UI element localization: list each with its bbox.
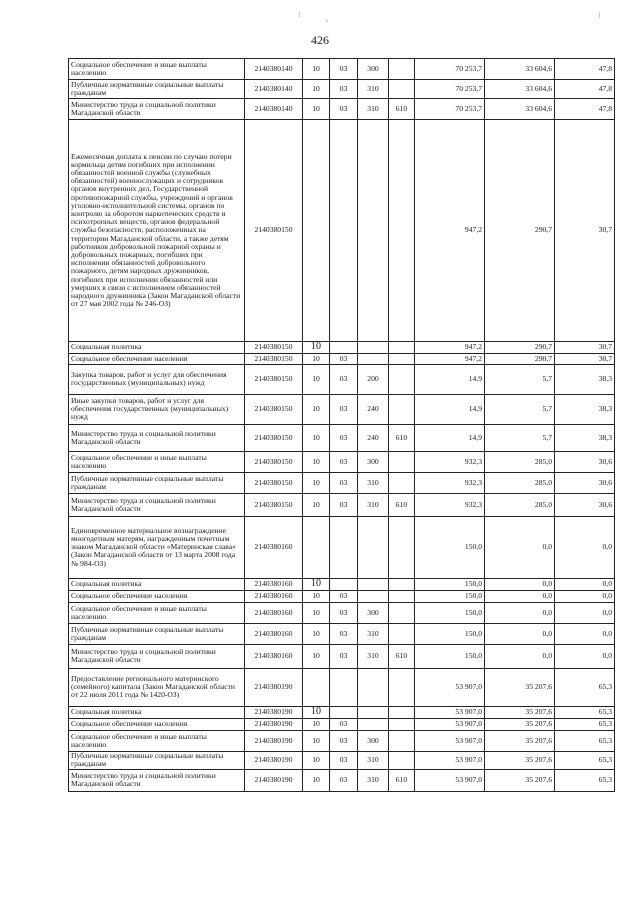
administrator-code-cell [389,364,415,394]
executed-amount-cell: 285,0 [485,472,555,493]
expense-type-code-cell [358,590,389,602]
page-number: 426 [311,33,329,47]
executed-amount-cell: 285,0 [485,493,555,516]
executed-amount-cell: 0,0 [485,578,555,590]
subsection-code-cell [330,516,358,578]
administrator-code-cell [389,668,415,706]
subsection-code-cell: 03 [330,394,358,424]
execution-percent-cell: 65,3 [555,718,615,730]
executed-amount-cell: 0,0 [485,623,555,644]
target-article-code-cell: 2140380160 [245,590,303,602]
table-row [69,99,615,120]
table-row [69,80,615,99]
section-code-cell: 10 [303,59,330,80]
expense-type-code-cell: 310 [358,644,389,668]
expense-type-code-cell [358,668,389,706]
executed-amount-cell: 35 207,6 [485,706,555,718]
executed-amount-cell: 35 207,6 [485,730,555,751]
planned-amount-cell: 150,0 [415,516,485,578]
execution-percent-cell: 30,6 [555,493,615,516]
section-code-cell: 10 [303,364,330,394]
planned-amount-cell: 53 907,0 [415,769,485,791]
target-article-code-cell: 2140380140 [245,80,303,99]
row-name-cell: Публичные нормативные социальные выплаты гражданам [69,623,245,644]
table-row [69,364,615,394]
planned-amount-cell: 932,3 [415,472,485,493]
expense-type-code-cell [358,718,389,730]
subsection-code-cell [330,706,358,718]
target-article-code-cell: 2140380190 [245,751,303,769]
target-article-code-cell: 2140380150 [245,353,303,364]
subsection-code-cell: 03 [330,751,358,769]
expense-type-code-cell: 300 [358,59,389,80]
planned-amount-cell: 947,2 [415,120,485,342]
row-name-cell: Публичные нормативные социальные выплаты гражданам [69,751,245,769]
administrator-code-cell [389,590,415,602]
section-code-cell: 10 [303,353,330,364]
execution-percent-cell: 65,3 [555,668,615,706]
row-name-cell: Министерство труда и социальной политики Магаданской области [69,644,245,668]
table-row [69,623,615,644]
planned-amount-cell: 14,9 [415,424,485,451]
table-row [69,668,615,706]
subsection-code-cell [330,668,358,706]
table-row [69,516,615,578]
expense-type-code-cell: 240 [358,394,389,424]
expense-type-code-cell: 300 [358,730,389,751]
table-row [69,472,615,493]
subsection-code-cell [330,578,358,590]
subsection-code-cell: 03 [330,769,358,791]
table-row [69,602,615,623]
row-name-cell: Ежемесячная доплата к пенсии по случаю потери кормильца детям погибших при исполнении обязанностей военной службы (служебных обязанностей) военнослужащих и сотрудников органов внутренних дел, Государственной противопожарной службы, учреждений и органов уголовно-исполнительной системы, органов по контролю за оборотом наркотических средств и психотропных веществ, органов федеральной службы безопасности, расположенных на территории Магаданской области, а также детям работников добровольной пожарной охраны и добровольных пожарных, погибших при исполнении обязанностей добровольного пожарного, детям народных дружинников, погибших при исполнении обязанностей или умерших в связи с исполнением обязанностей народного дружинника (Закон Магаданской области от 27 мая 2002 года № 246-ОЗ) [69,120,245,342]
row-name-cell: Министерство труда и социальной политики Магаданской области [69,769,245,791]
table-row [69,353,615,364]
expense-type-code-cell: 310 [358,80,389,99]
expense-type-code-cell [358,120,389,342]
executed-amount-cell: 35 207,6 [485,718,555,730]
execution-percent-cell: 47,8 [555,99,615,120]
execution-percent-cell: 47,8 [555,59,615,80]
target-article-code-cell: 2140380190 [245,769,303,791]
expense-type-code-cell: 310 [358,751,389,769]
subsection-code-cell: 03 [330,472,358,493]
section-code-cell: 10 [303,730,330,751]
expense-type-code-cell: 200 [358,364,389,394]
target-article-code-cell: 2140380150 [245,424,303,451]
section-code-cell: 10 [303,451,330,472]
subsection-code-cell: 03 [330,353,358,364]
administrator-code-cell [389,706,415,718]
administrator-code-cell [389,451,415,472]
administrator-code-cell [389,751,415,769]
administrator-code-cell [389,623,415,644]
administrator-code-cell [389,578,415,590]
execution-percent-cell: 30,7 [555,353,615,364]
planned-amount-cell: 70 253,7 [415,99,485,120]
executed-amount-cell: 0,0 [485,602,555,623]
planned-amount-cell: 14,9 [415,364,485,394]
section-code-cell: 10 [303,623,330,644]
row-name-cell: Социальное обеспечение и иные выплаты населению [69,730,245,751]
execution-percent-cell: 30,6 [555,472,615,493]
planned-amount-cell: 53 907,0 [415,706,485,718]
executed-amount-cell: 5,7 [485,364,555,394]
table-row [69,342,615,354]
administrator-code-cell [389,718,415,730]
executed-amount-cell: 5,7 [485,424,555,451]
administrator-code-cell [389,730,415,751]
row-name-cell: Министерство труда и социальной политики Магаданской области [69,424,245,451]
executed-amount-cell: 0,0 [485,590,555,602]
row-name-cell: Социальное обеспечение населения [69,590,245,602]
target-article-code-cell: 2140380150 [245,472,303,493]
subsection-code-cell [330,342,358,354]
row-name-cell: Социальная политика [69,578,245,590]
executed-amount-cell: 0,0 [485,644,555,668]
section-code-cell: 10 [303,590,330,602]
section-code-cell [303,668,330,706]
row-name-cell: Министерство труда и социальной политики Магаданской области [69,493,245,516]
execution-percent-cell: 65,3 [555,706,615,718]
executed-amount-cell: 0,0 [485,516,555,578]
section-code-cell: 10 [303,602,330,623]
execution-percent-cell: 0,0 [555,644,615,668]
expense-type-code-cell: 310 [358,472,389,493]
table-row [69,718,615,730]
table-row [69,751,615,769]
planned-amount-cell: 150,0 [415,590,485,602]
section-code-cell: 10 [303,99,330,120]
table-row [69,59,615,80]
row-name-cell: Социальное обеспечение и иные выплаты населению [69,602,245,623]
expense-type-code-cell [358,706,389,718]
row-name-cell: Публичные нормативные социальные выплаты гражданам [69,80,245,99]
administrator-code-cell [389,353,415,364]
executed-amount-cell: 285,0 [485,451,555,472]
subsection-code-cell: 03 [330,718,358,730]
planned-amount-cell: 53 907,0 [415,718,485,730]
planned-amount-cell: 932,3 [415,493,485,516]
execution-percent-cell: 0,0 [555,623,615,644]
target-article-code-cell: 2140380160 [245,602,303,623]
target-article-code-cell: 2140380140 [245,59,303,80]
execution-percent-cell: 0,0 [555,602,615,623]
section-code-cell [303,120,330,342]
subsection-code-cell: 03 [330,99,358,120]
row-name-cell: Закупка товаров, работ и услуг для обеспечения государственных (муниципальных) нужд [69,364,245,394]
table-row [69,769,615,791]
planned-amount-cell: 947,2 [415,353,485,364]
section-code-cell: 10 [303,718,330,730]
row-name-cell: Министерство труда и социальной политики Магаданской области [69,99,245,120]
target-article-code-cell: 2140380150 [245,364,303,394]
row-name-cell: Социальное обеспечение и иные выплаты населению [69,451,245,472]
planned-amount-cell: 150,0 [415,623,485,644]
executed-amount-cell: 33 604,6 [485,99,555,120]
table-row [69,590,615,602]
target-article-code-cell: 2140380190 [245,668,303,706]
section-code-cell: 10 [303,342,330,354]
table-row [69,706,615,718]
scan-artifact-mark: ⁝ [598,11,601,20]
execution-percent-cell: 65,3 [555,751,615,769]
target-article-code-cell: 2140380150 [245,342,303,354]
executed-amount-cell: 33 604,6 [485,59,555,80]
subsection-code-cell: 03 [330,80,358,99]
execution-percent-cell: 0,0 [555,590,615,602]
target-article-code-cell: 2140380190 [245,730,303,751]
expense-type-code-cell: 310 [358,99,389,120]
row-name-cell: Социальная политика [69,342,245,354]
expense-type-code-cell: 300 [358,602,389,623]
execution-percent-cell: 30,7 [555,342,615,354]
table-row [69,424,615,451]
executed-amount-cell: 290,7 [485,353,555,364]
target-article-code-cell: 2140380190 [245,718,303,730]
subsection-code-cell: 03 [330,730,358,751]
planned-amount-cell: 947,2 [415,342,485,354]
section-code-cell: 10 [303,80,330,99]
execution-percent-cell: 47,8 [555,80,615,99]
row-name-cell: Социальное обеспечение населения [69,718,245,730]
table-row [69,730,615,751]
administrator-code-cell [389,394,415,424]
administrator-code-cell [389,342,415,354]
planned-amount-cell: 150,0 [415,578,485,590]
row-name-cell: Единовременное материальное вознаграждение многодетным матерям, награжденным почетным знаком Магаданской области «Материнская слава» (Закон Магаданской области от 13 марта 2008 года № 984-ОЗ) [69,516,245,578]
planned-amount-cell: 53 907,0 [415,668,485,706]
section-code-cell: 10 [303,769,330,791]
subsection-code-cell: 03 [330,424,358,451]
table-row [69,451,615,472]
administrator-code-cell [389,516,415,578]
planned-amount-cell: 150,0 [415,602,485,623]
row-name-cell: Социальное обеспечение и иные выплаты населению [69,59,245,80]
subsection-code-cell: 03 [330,644,358,668]
table-row [69,493,615,516]
execution-percent-cell: 65,3 [555,730,615,751]
target-article-code-cell: 2140380150 [245,120,303,342]
administrator-code-cell: 610 [389,493,415,516]
administrator-code-cell: 610 [389,99,415,120]
section-code-cell: 10 [303,493,330,516]
table-row [69,644,615,668]
target-article-code-cell: 2140380140 [245,99,303,120]
administrator-code-cell [389,120,415,342]
execution-percent-cell: 0,0 [555,578,615,590]
expense-type-code-cell: 310 [358,493,389,516]
subsection-code-cell: 03 [330,364,358,394]
table-body [69,59,615,792]
executed-amount-cell: 35 207,6 [485,751,555,769]
target-article-code-cell: 2140380160 [245,578,303,590]
administrator-code-cell [389,80,415,99]
section-code-cell: 10 [303,472,330,493]
administrator-code-cell: 610 [389,769,415,791]
section-code-cell [303,516,330,578]
execution-percent-cell: 30,7 [555,120,615,342]
executed-amount-cell: 290,7 [485,120,555,342]
planned-amount-cell: 70 253,7 [415,80,485,99]
execution-percent-cell: 30,6 [555,451,615,472]
expense-type-code-cell: 310 [358,769,389,791]
target-article-code-cell: 2140380150 [245,451,303,472]
row-name-cell: Публичные нормативные социальные выплаты гражданам [69,472,245,493]
target-article-code-cell: 2140380160 [245,516,303,578]
section-code-cell: 10 [303,644,330,668]
section-code-cell: 10 [303,751,330,769]
table-row [69,394,615,424]
table-row [69,120,615,342]
planned-amount-cell: 150,0 [415,644,485,668]
subsection-code-cell [330,120,358,342]
subsection-code-cell: 03 [330,451,358,472]
execution-percent-cell: 38,3 [555,394,615,424]
planned-amount-cell: 53 907,0 [415,730,485,751]
target-article-code-cell: 2140380150 [245,493,303,516]
scan-artifact-mark: , [326,14,328,23]
administrator-code-cell [389,602,415,623]
row-name-cell: Иные закупки товаров, работ и услуг для обеспечения государственных (муниципальных) нужд [69,394,245,424]
administrator-code-cell: 610 [389,424,415,451]
planned-amount-cell: 70 253,7 [415,59,485,80]
subsection-code-cell: 03 [330,493,358,516]
expense-type-code-cell: 300 [358,451,389,472]
expense-type-code-cell [358,578,389,590]
executed-amount-cell: 290,7 [485,342,555,354]
executed-amount-cell: 35 207,6 [485,668,555,706]
target-article-code-cell: 2140380190 [245,706,303,718]
administrator-code-cell [389,59,415,80]
budget-table [68,58,615,792]
target-article-code-cell: 2140380160 [245,644,303,668]
scan-artifact-mark: ⁝ [298,10,301,19]
executed-amount-cell: 5,7 [485,394,555,424]
planned-amount-cell: 932,3 [415,451,485,472]
expense-type-code-cell [358,342,389,354]
subsection-code-cell: 03 [330,59,358,80]
planned-amount-cell: 53 907,0 [415,751,485,769]
expense-type-code-cell: 240 [358,424,389,451]
administrator-code-cell [389,472,415,493]
target-article-code-cell: 2140380160 [245,623,303,644]
subsection-code-cell: 03 [330,602,358,623]
execution-percent-cell: 38,3 [555,364,615,394]
subsection-code-cell: 03 [330,590,358,602]
expense-type-code-cell: 310 [358,623,389,644]
expense-type-code-cell [358,353,389,364]
row-name-cell: Социальное обеспечение населения [69,353,245,364]
section-code-cell: 10 [303,394,330,424]
row-name-cell: Социальная политика [69,706,245,718]
row-name-cell: Предоставление регионального материнского (семейного) капитала (Закон Магаданской области от 22 июля 2011 года № 1420-ОЗ) [69,668,245,706]
expense-type-code-cell [358,516,389,578]
subsection-code-cell: 03 [330,623,358,644]
table-row [69,578,615,590]
target-article-code-cell: 2140380150 [245,394,303,424]
section-code-cell: 10 [303,424,330,451]
execution-percent-cell: 0,0 [555,516,615,578]
section-code-cell: 10 [303,706,330,718]
executed-amount-cell: 35 207,6 [485,769,555,791]
section-code-cell: 10 [303,578,330,590]
execution-percent-cell: 38,3 [555,424,615,451]
executed-amount-cell: 33 604,6 [485,80,555,99]
planned-amount-cell: 14,9 [415,394,485,424]
administrator-code-cell: 610 [389,644,415,668]
execution-percent-cell: 65,3 [555,769,615,791]
